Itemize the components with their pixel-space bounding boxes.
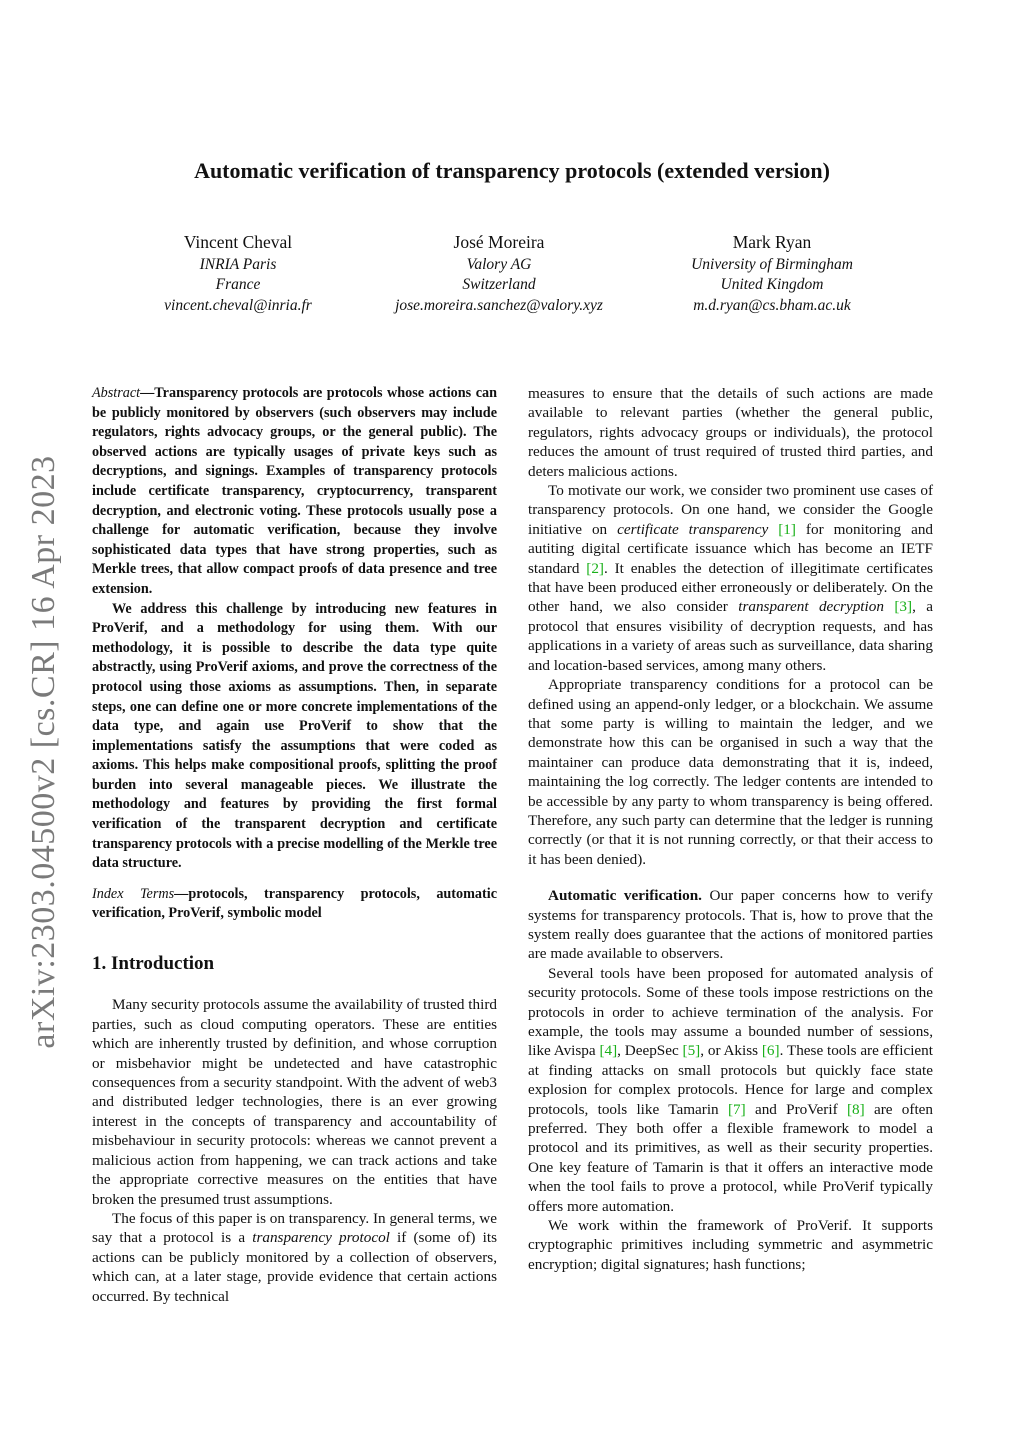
index-terms-label: Index Terms [92,885,175,902]
citation-link[interactable]: [8] [846,1100,865,1118]
abstract [92,384,497,874]
citation-link[interactable]: [6] [761,1042,780,1060]
author-country: United Kingdom [720,276,824,293]
arxiv-identifier-text: arXiv:2303.04500v2 [cs.CR] 16 Apr 2023 [25,455,62,1049]
body-text: , a protocol that ensures visibility of decryption requests, and has applications in a variety of areas such as surveillance, data sharing and location-based services, among many others. [528,598,934,674]
author-country: France [215,276,261,293]
author-block-2 [349,232,649,316]
body-text: Several tools have been proposed for automated analysis of security protocols. Some of these tools impose restrictions on the protocols in order to achieve termination of the analysis. For example, the tools may assume a bounded number of sessions, like Avispa [528,964,933,1060]
author-email: m.d.ryan@cs.bham.ac.uk [693,296,851,314]
author-block-3 [622,232,922,316]
author-affiliation: INRIA Paris [199,255,277,273]
body-text: are often preferred. They both offer a flexible framework to model a protocol and its primitives, as well as their security properties. One key feature of Tamarin is that it offers an interactive mode when the tool fails to prove a protocol, while ProVerif typically offers more automation. [528,1100,933,1215]
index-terms-text: protocols, transparency protocols, automatic verification, ProVerif, symbolic model [92,885,497,922]
author-email: jose.moreira.sanchez@valory.xyz [395,296,603,314]
intro-paragraph-2 [92,1209,497,1306]
citation-link[interactable]: [7] [727,1100,746,1118]
index-terms-dash: — [174,885,189,902]
body-text: Our paper concerns how to verify systems for transparency protocols. That is, how to prove that the system really does guarantee that the actions of monitored parties are made available to observers. [528,887,933,963]
body-text: for monitoring and autiting digital certificate issuance which has become an IETF standard [528,520,934,577]
abstract-paragraph-1 [92,384,497,600]
body-paragraph-6: We work within the framework of ProVerif. It supports cryptographic primitives including symmetric and asymmetric encryption; digital signatures; hash functions; [528,1217,933,1273]
body-emphasis: certificate transparency [617,520,769,538]
citation-link[interactable]: [5] [682,1042,701,1060]
citation-link[interactable]: [3] [894,598,913,616]
author-email: vincent.cheval@inria.fr [164,296,312,314]
body-text: , DeepSec [617,1042,683,1060]
body-paragraph-3: Appropriate transparency conditions for a protocol can be defined using an append-only ledger, or a blockchain. We assume that some party is willing to maintain the ledger, and we demonstrate how this can be organised in such a way that the maintainer can produce data demonstrating that it is, indeed, maintaining the log correctly. The ledger contents are intended to be accessible by any party to whom transparency is being offered. Therefore, any such party can determine that the ledger is running correctly (or that it is not running correctly, or that their access to it has been denied). [528,676,933,868]
arxiv-identifier [14,452,74,1052]
abstract-paragraph-2: We address this challenge by introducing new features in ProVerif, and a methodology for using them. With our methodology, it is possible to describe the data type quite abstractly, using ProVerif axioms, and prove the correctness of the protocol using those axioms as assumptions. Then, in separate steps, one can define one or more concrete implementations of the data type, and again use ProVerif to show that the implementations satisfy the assumptions that were coded as axioms. This helps make compositional proofs, splitting the proof burden into several manageable pieces. We illustrate the methodology and features by providing the first formal verification of the transparent decryption and certificate transparency protocols with a precise modelling of the Merkle tree data structure. [92,600,497,872]
section-heading-introduction: 1. Introduction [92,953,215,975]
abstract-dash: — [140,385,155,401]
author-name: Mark Ryan [732,232,812,252]
author-country: Switzerland [462,276,536,293]
left-column [92,384,497,1306]
citation-link[interactable]: [2] [586,559,604,577]
intro-emphasis: transparency protocol [252,1229,390,1247]
body-paragraph-5 [528,964,933,1216]
right-column [528,384,933,1274]
body-paragraph-4 [528,886,933,964]
abstract-label: Abstract [92,385,141,401]
author-block-1 [88,232,388,316]
body-paragraph-2 [528,481,933,675]
index-terms [92,885,497,924]
body-text: . It enables the detection of illegitimate certificates that have been produced either erroneously or deliberately. On the other hand, we also consider [528,559,934,616]
intro-text: if (some of) its actions can be publicly monitored by a collection of observers, which can, at a later stage, provide evidence that certain actions occurred. By technical [92,1229,498,1305]
citation-link[interactable]: [1] [778,520,796,538]
citation-link[interactable]: [4] [599,1042,618,1060]
run-in-heading: Automatic verification. [548,887,702,905]
author-affiliation: Valory AG [466,255,532,273]
body-text: To motivate our work, we consider two prominent use cases of transparency protocols. On one hand, we consider the Google initiative on [528,482,933,538]
body-text: , or Akiss [700,1042,762,1060]
paper-title: Automatic verification of transparency protocols (extended version) [194,158,830,183]
author-name: José Moreira [453,232,545,252]
body-text: and ProVerif [745,1100,847,1118]
abstract-text-1: Transparency protocols are protocols whose actions can be publicly monitored by observers (such observers may include regulators, rights advocacy groups, or the general public). The observed actions are typically usages of private keys such as decryptions, and signings. Examples of transparency protocols include certificate transparency, cryptocurrency, transparent decryption, and electronic voting. These protocols usually pose a challenge for automatic verification, because they involve sophisticated data types that have strong properties, such as Merkle trees, that allow compact proofs of data presence and tree extension. [92,385,497,597]
intro-paragraph-1: Many security protocols assume the availability of trusted third parties, such as cloud computing operators. These are entities which are inherently trusted by definition, and whose corruption or misbehavior might be undetected and have catastrophic consequences from a security standpoint. With the advent of web3 and distributed ledger technologies, there is an ever growing interest in the concepts of transparency and accountability of misbehaviour in security protocols: whereas we cannot prevent a malicious action from happening, we can track actions and take the appropriate corrective measures on the entities that have broken the presumed trust assumptions. [92,996,497,1208]
body-emphasis: transparent decryption [738,598,884,616]
intro-text: The focus of this paper is on transparency. In general terms, we say that a protocol is a [92,1209,497,1247]
body-text: . These tools are efficient at finding attacks on small protocols but quickly face state explosion for complex protocols. Hence for large and complex protocols, tools like Tamarin [528,1042,933,1118]
author-name: Vincent Cheval [183,232,293,252]
index-terms-paragraph [92,885,497,924]
body-paragraph-1: measures to ensure that the details of such actions are made available to relevant parties (whether the general public, regulators, rights advocacy groups or individuals), the protocol reduces the amount of trust required of trusted third parties, and deters malicious actions. [528,385,933,480]
author-affiliation: University of Birmingham [691,255,853,273]
